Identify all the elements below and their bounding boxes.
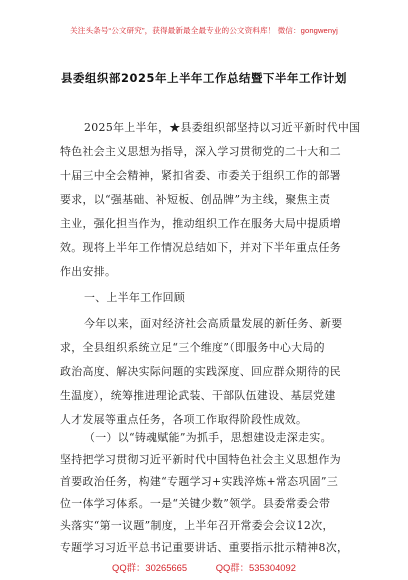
document-title: 县委组织部2025年上半年工作总结暨下半年工作计划: [61, 71, 347, 85]
body-line: 2025年上半年，★县委组织部坚持以习近平新时代中国: [84, 121, 361, 134]
body-line: 今年以来，面对经济社会高质量发展的新任务、新要: [84, 317, 343, 330]
body-line: 首要政治任务，构建“专题学习+实践淬炼+常态巩固”三: [60, 475, 339, 488]
body-line: 生温度），统筹推进理论武装、干部队伍建设、基层党建: [60, 389, 336, 402]
body-line: 十届三中全会精神，紧扣省委、市委关于组织工作的部署: [60, 169, 342, 182]
body-line: 主业，强化担当作为，推动组织工作在服务大局中提质增: [60, 217, 342, 230]
footer-qq-group-2: QQ群：535304092: [215, 562, 296, 573]
body-line: 政治高度、解决实际问题的实践深度、回应群众期待的民: [60, 365, 342, 378]
body-line: 特色社会主义思想为指导，深入学习贯彻党的二十大和二: [60, 145, 342, 158]
body-line: 头落实“第一议题”制度，上半年召开常委会会议12次，: [60, 519, 334, 532]
body-line: 专题学习习近平总书记重要讲话、重要指示批示精神8次，: [60, 541, 349, 554]
body-line: 求，全县组织系统立足“三个维度”（即服务中心大局的: [60, 341, 325, 354]
section-heading: 一、上半年工作回顾: [84, 291, 186, 304]
footer-qq-group-1: QQ群：30265665: [112, 562, 188, 573]
body-line: 坚持把学习贯彻习近平新时代中国特色社会主义思想作为: [60, 453, 342, 466]
body-line: 要求，以“强基础、补短板、创品牌”为主线，聚焦主责: [60, 193, 331, 206]
body-line: 效。现将上半年工作情况总结如下，并对下半年重点任务: [60, 241, 342, 254]
body-line: 位一体学习体系。一是“关键少数”领学。县委常委会带: [60, 497, 331, 510]
header-promo-note: 关注头条号“公文研究”，获得最新最全最专业的公文资料库！ 微信：gongwenyj: [70, 26, 338, 35]
body-line: 作出安排。: [60, 265, 117, 278]
body-line: 人才发展等重点任务，各项工作取得阶段性成效。: [60, 413, 308, 426]
subsection-heading: （一）以“铸魂赋能”为抓手，思想建设走深走实。: [84, 431, 332, 444]
footer-contact: [0, 560, 408, 574]
